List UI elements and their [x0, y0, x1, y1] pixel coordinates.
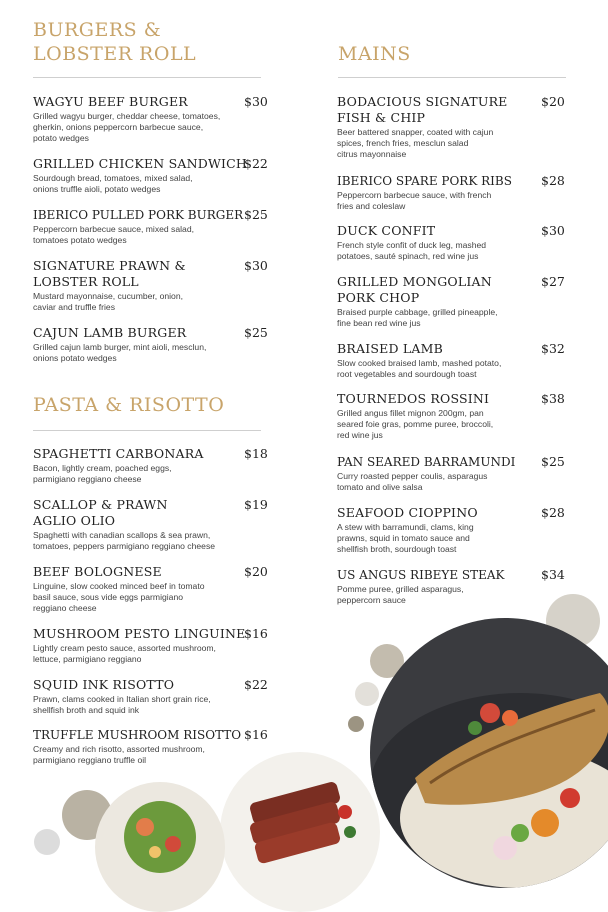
item-name: IBERICO SPARE PORK RIBS — [337, 174, 512, 188]
menu-item — [33, 677, 267, 716]
item-name: PAN SEARED BARRAMUNDI — [337, 455, 516, 469]
item-name: BEEF BOLOGNESE — [33, 564, 162, 579]
item-name: SCALLOP & PRAWN AGLIO OLIO — [33, 497, 168, 528]
item-price: $22 — [244, 677, 268, 692]
item-price: $25 — [541, 454, 565, 469]
decorative-circle — [355, 682, 379, 706]
item-name: DUCK CONFIT — [337, 223, 436, 238]
item-price: $22 — [244, 156, 268, 171]
section-title-burgers: BURGERS & LOBSTER ROLL — [33, 19, 197, 65]
item-name: IBERICO PULLED PORK BURGER — [33, 208, 244, 222]
menu-item — [337, 274, 567, 329]
menu-item — [337, 341, 567, 380]
menu-item — [33, 727, 267, 766]
menu-item — [337, 173, 567, 212]
item-description: Creamy and rich risotto, assorted mushroom, parmigiano reggiano truffle oil — [33, 744, 205, 765]
steak-dish-illustration — [220, 752, 380, 912]
menu-item — [337, 223, 567, 262]
menu-item — [33, 156, 267, 195]
item-description: Grilled angus fillet mignon 200gm, pan seared foie gras, pomme puree, broccoli, red wine jus — [337, 408, 494, 440]
item-price: $25 — [244, 207, 268, 222]
item-description: Linguine, slow cooked minced beef in tomato basil sauce, sous vide eggs parmigiano reggiano cheese — [33, 581, 205, 613]
item-description: Grilled wagyu burger, cheddar cheese, tomatoes, gherkin, onions peppercorn barbecue sauce, potato wedges — [33, 111, 221, 143]
item-price: $30 — [541, 223, 565, 238]
item-name: SPAGHETTI CARBONARA — [33, 446, 204, 461]
item-name: SQUID INK RISOTTO — [33, 677, 175, 692]
menu-item — [33, 497, 267, 552]
item-name: US ANGUS RIBEYE STEAK — [337, 568, 505, 582]
fish-dish-illustration — [370, 618, 608, 888]
item-price: $30 — [244, 94, 268, 109]
decorative-circle — [348, 716, 364, 732]
item-price: $27 — [541, 274, 565, 289]
item-price: $20 — [541, 94, 565, 109]
item-name: WAGYU BEEF BURGER — [33, 94, 188, 109]
item-description: Bacon, lightly cream, poached eggs, parmigiano reggiano cheese — [33, 463, 172, 484]
item-description: Prawn, clams cooked in Italian short grain rice, shellfish broth and squid ink — [33, 694, 211, 715]
section-title-mains: MAINS — [338, 43, 411, 65]
menu-item — [33, 325, 267, 364]
steak-dish-photo — [220, 752, 380, 912]
item-description: Slow cooked braised lamb, mashed potato, root vegetables and sourdough toast — [337, 358, 502, 379]
item-name: TOURNEDOS ROSSINI — [337, 391, 490, 406]
menu-item — [337, 391, 567, 441]
item-description: Sourdough bread, tomatoes, mixed salad, onions truffle aioli, potato wedges — [33, 173, 193, 194]
menu-item — [33, 258, 267, 313]
item-description: Beer battered snapper, coated with cajun spices, french fries, mesclun salad citrus mayonnaise — [337, 127, 494, 159]
item-name: TRUFFLE MUSHROOM RISOTTO — [33, 728, 242, 742]
item-name: GRILLED CHICKEN SANDWICH — [33, 156, 247, 171]
item-description: Lightly cream pesto sauce, assorted mushroom, lettuce, parmigiano reggiano — [33, 643, 216, 664]
item-description: Peppercorn barbecue sauce, mixed salad, tomatoes potato wedges — [33, 224, 194, 245]
item-price: $18 — [244, 446, 268, 461]
item-price: $34 — [541, 567, 565, 582]
item-description: Spaghetti with canadian scallops & sea prawn, tomatoes, peppers parmigiano reggiano cheese — [33, 530, 216, 551]
item-description: Peppercorn barbecue sauce, with french fries and coleslaw — [337, 190, 492, 211]
section-divider — [33, 430, 261, 431]
menu-item — [33, 446, 267, 485]
item-price: $25 — [244, 325, 268, 340]
section-title-pasta: PASTA & RISOTTO — [33, 394, 225, 416]
menu-item — [337, 94, 567, 160]
item-price: $28 — [541, 505, 565, 520]
item-description: Pomme puree, grilled asparagus, peppercorn sauce — [337, 584, 464, 605]
item-description: French style confit of duck leg, mashed potatoes, sauté spinach, red wine jus — [337, 240, 487, 261]
item-name: GRILLED MONGOLIAN PORK CHOP — [337, 274, 492, 305]
item-name: SIGNATURE PRAWN & LOBSTER ROLL — [33, 258, 186, 289]
item-price: $20 — [244, 564, 268, 579]
item-name: BRAISED LAMB — [337, 341, 443, 356]
item-price: $38 — [541, 391, 565, 406]
menu-item — [33, 207, 267, 246]
item-description: Mustard mayonnaise, cucumber, onion, caviar and truffle fries — [33, 291, 183, 312]
menu-item — [337, 505, 567, 555]
section-divider — [33, 77, 261, 78]
item-name: CAJUN LAMB BURGER — [33, 325, 187, 340]
item-price: $16 — [244, 727, 268, 742]
section-divider — [338, 77, 566, 78]
item-price: $28 — [541, 173, 565, 188]
item-price: $32 — [541, 341, 565, 356]
salad-dish-illustration — [95, 782, 225, 912]
item-name: BODACIOUS SIGNATURE FISH & CHIP — [337, 94, 508, 125]
item-description: Grilled cajun lamb burger, mint aioli, mesclun, onions potato wedges — [33, 342, 207, 363]
item-name: MUSHROOM PESTO LINGUINE — [33, 626, 246, 641]
menu-item — [337, 454, 567, 493]
menu-item — [33, 626, 267, 665]
menu-item — [337, 567, 567, 606]
fish-dish-photo — [370, 618, 608, 888]
item-description: A stew with barramundi, clams, king prawns, squid in tomato sauce and shellfish broth, sourdough toast — [337, 522, 474, 554]
menu-item — [33, 94, 267, 144]
item-price: $30 — [244, 258, 268, 273]
item-name: SEAFOOD CIOPPINO — [337, 505, 478, 520]
decorative-circle — [34, 829, 60, 855]
item-price: $16 — [244, 626, 268, 641]
item-description: Braised purple cabbage, grilled pineapple, fine bean red wine jus — [337, 307, 498, 328]
item-description: Curry roasted pepper coulis, asparagus tomato and olive salsa — [337, 471, 488, 492]
item-price: $19 — [244, 497, 268, 512]
menu-item — [33, 564, 267, 614]
salad-dish-photo — [95, 782, 225, 912]
